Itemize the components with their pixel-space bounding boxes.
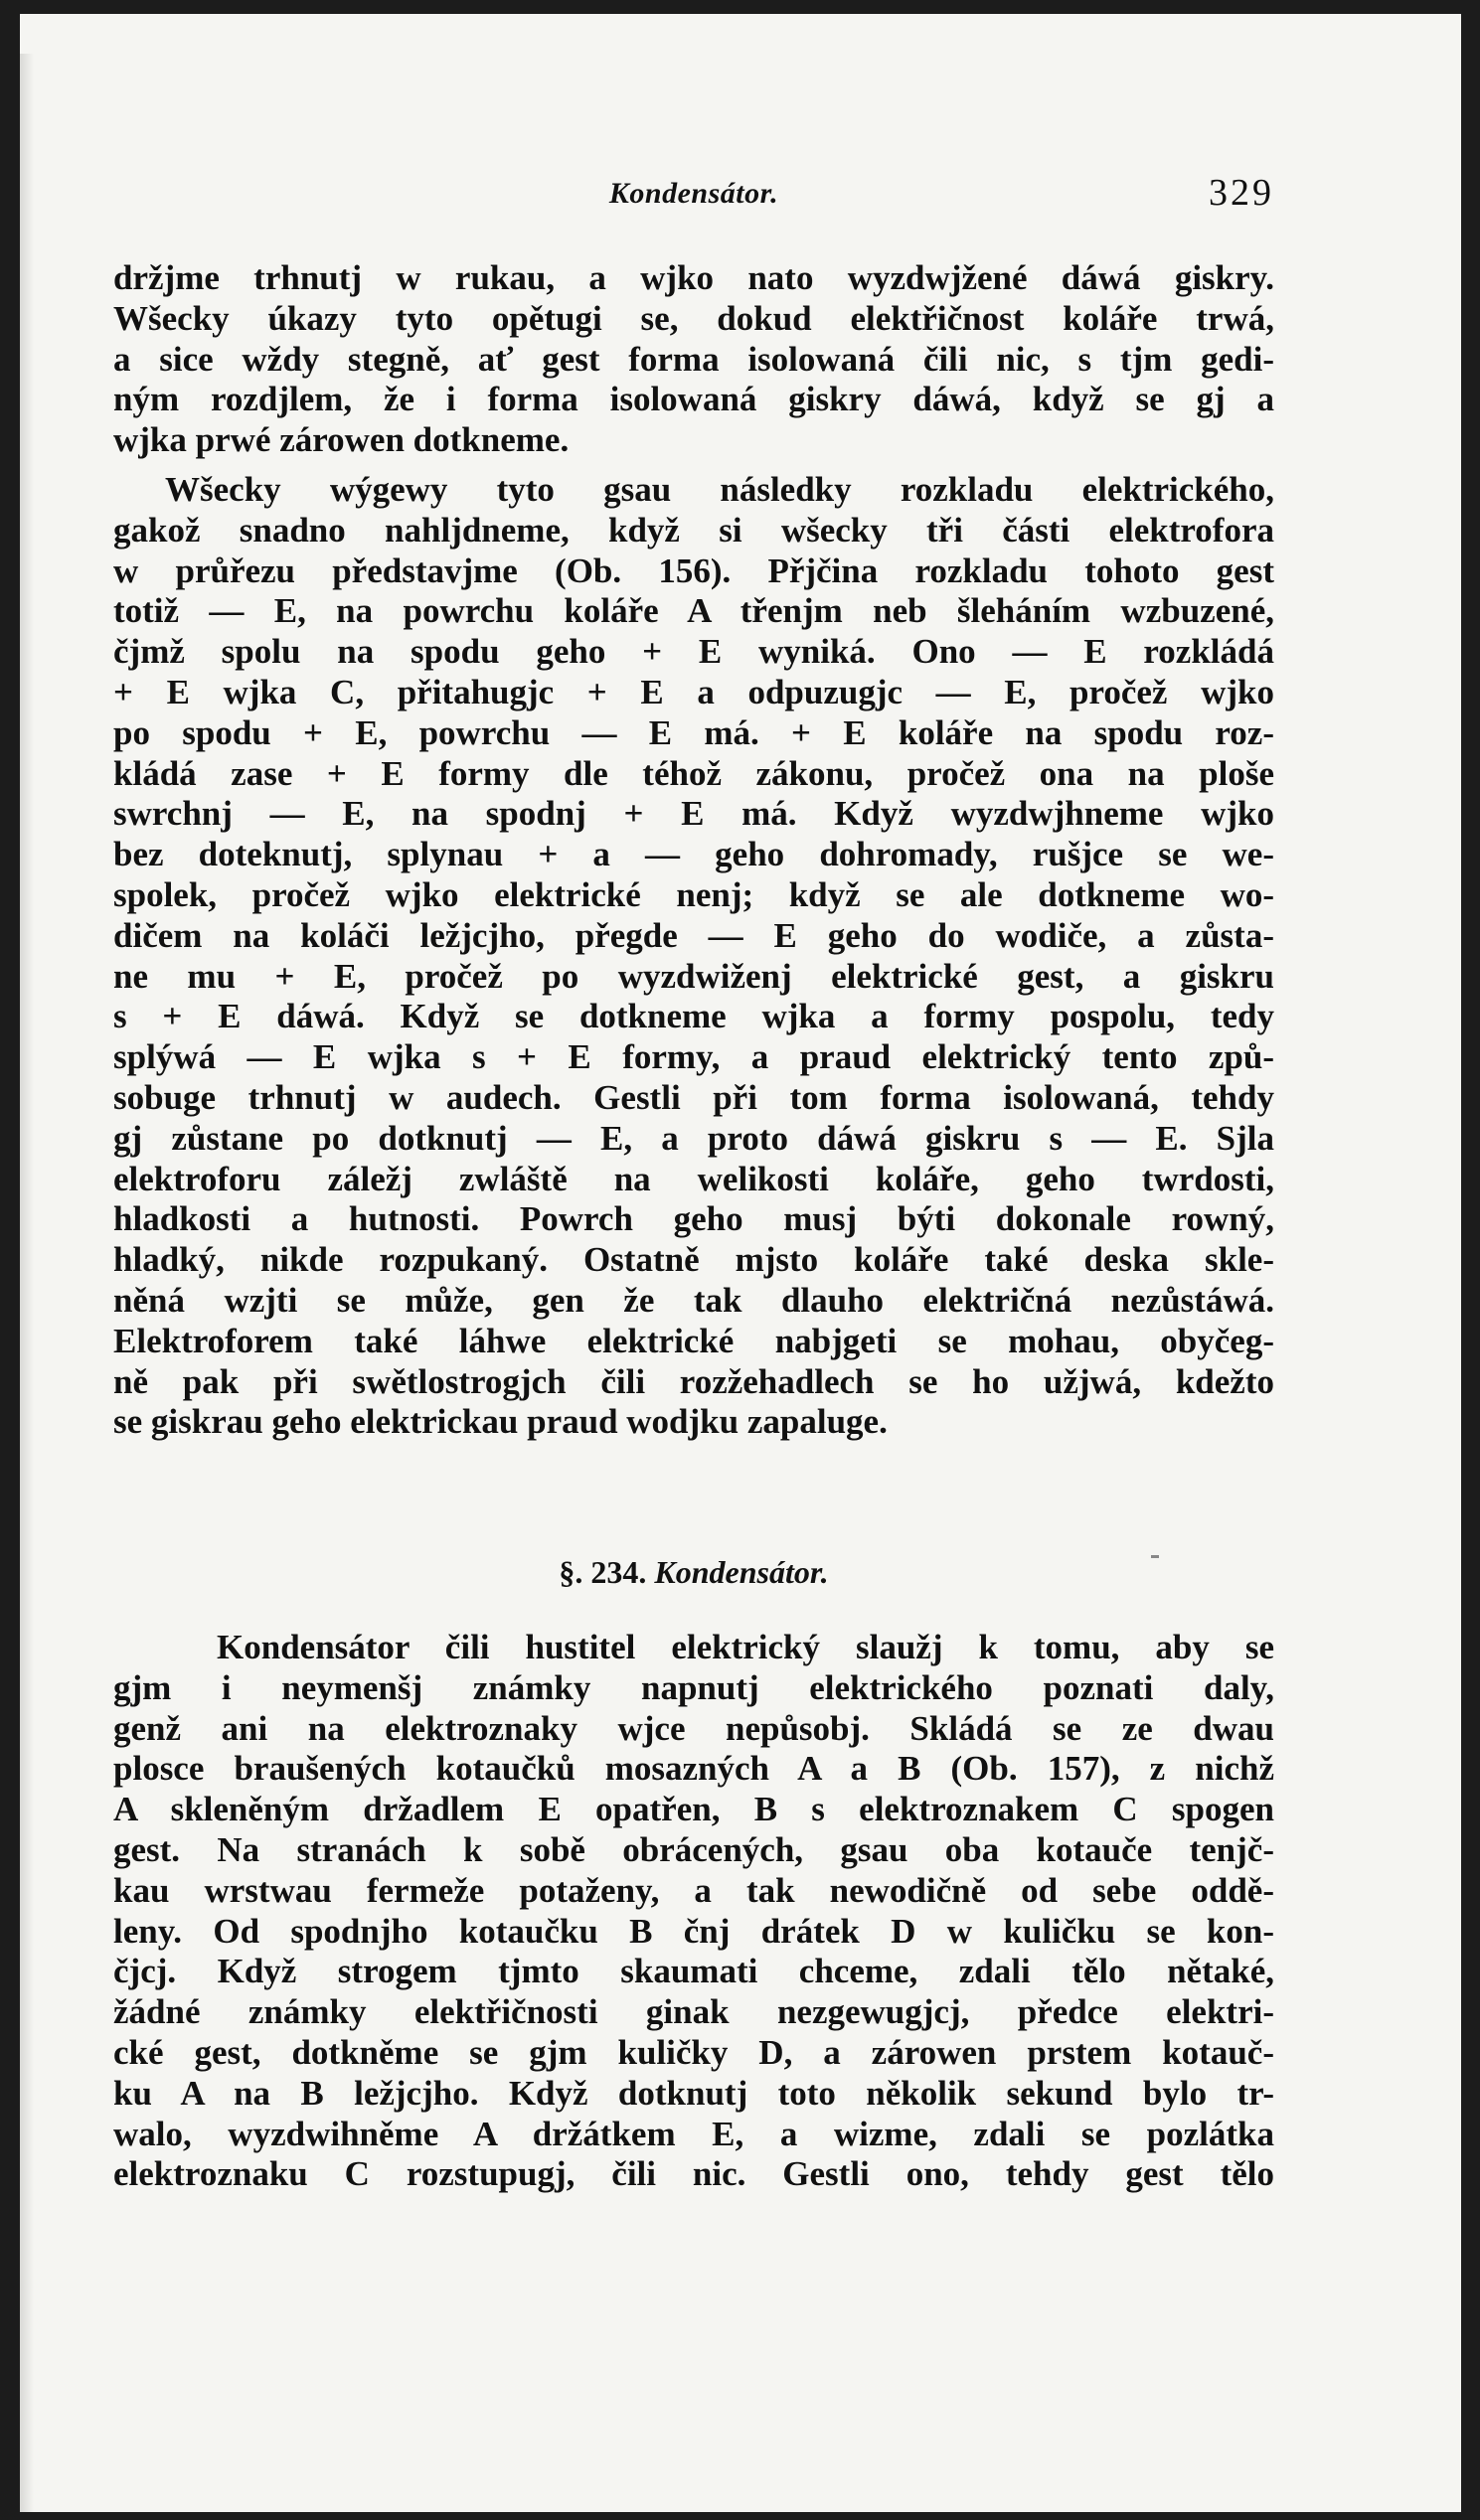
paragraph-1 [113, 258, 1274, 461]
text-line: A skleněným držadlem E opatřen, B s elektroznakem C spogen [113, 1790, 1274, 1829]
text-line: spolek, pročež wjko elektrické nenj; když se ale dotkneme wo- [113, 874, 1274, 914]
text-line: žádné známky elektřičnosti ginak nezgewugjcj, předce elektri- [113, 1992, 1274, 2032]
section-heading [113, 1554, 1274, 1591]
text-line: cké gest, dotkněme se gjm kuličky D, a zárowen prstem kotauč- [113, 2032, 1274, 2072]
text-line: kládá zase + E formy dle téhož zákonu, pročež ona na ploše [113, 753, 1274, 793]
text-line: + E wjka C, přitahugjc + E a odpuzugjc — E, pročež wjko [113, 672, 1274, 711]
page-edge [20, 54, 34, 2512]
text-line: gest. Na stranách k sobě obrácených, gsau oba kotauče tenjč- [113, 1829, 1274, 1869]
text-line: w průřezu představjme (Ob. 156). Přjčina rozkladu tohoto gest [113, 551, 1274, 590]
text-line: ne mu + E, pročež po wyzdwiženj elektrické gest, a giskru [113, 956, 1274, 996]
paragraph-2 [113, 470, 1274, 1443]
text-line: gakož snadno nahljdneme, když si wšecky tři části elektrofora [113, 510, 1274, 550]
text-line: elektroforu záležj zwláště na welikosti koláře, geho twrdosti, [113, 1159, 1274, 1198]
text-line: držjme trhnutj w rukau, a wjko nato wyzdwjžené dáwá giskry. [113, 258, 1274, 297]
section-number: §. 234. [559, 1554, 647, 1590]
page-number: 329 [1209, 172, 1274, 214]
text-line: hladkosti a hutnosti. Powrch geho musj býti dokonale rowný, [113, 1199, 1274, 1239]
text-line: genž ani na elektroznaky wjce nepůsobj. Skládá se ze dwau [113, 1708, 1274, 1748]
running-title: Kondensátor. [608, 177, 779, 210]
print-mark [1151, 1555, 1159, 1558]
text-line: dičem na koláči ležjcjho, přegde — E geho do wodiče, a zůsta- [113, 915, 1274, 955]
text-line: elektroznaku C rozstupugj, čili nic. Gestli ono, tehdy gest tělo [113, 2154, 1274, 2194]
text-line: wjka prwé zárowen dotkneme. [113, 420, 570, 460]
section-title: Kondensátor. [654, 1554, 829, 1590]
text-line: ně pak při swětlostrogjch čili rozžehadlech se ho užjwá, kdežto [113, 1361, 1274, 1401]
text-line: leny. Od spodnjho kotaučku B čnj drátek D w kuličku se kon- [113, 1911, 1274, 1951]
text-line: Wšecky úkazy tyto opětugi se, dokud elektřičnost koláře trwá, [113, 298, 1274, 338]
text-line: swrchnj — E, na spodnj + E má. Když wyzdwjhneme wjko [113, 794, 1274, 834]
text-line: čjcj. Když strogem tjmto skaumati chceme, zdali tělo nětaké, [113, 1952, 1274, 1991]
text-line: ným rozdjlem, že i forma isolowaná giskry dáwá, když se gj a [113, 380, 1274, 419]
running-header [113, 171, 1274, 221]
text-line: po spodu + E, powrchu — E má. + E koláře na spodu roz- [113, 712, 1274, 752]
text-line: a sice wždy stegně, ať gest forma isolowaná čili nic, s tjm gedi- [113, 339, 1274, 379]
text-line: hladký, nikde rozpukaný. Ostatně mjsto koláře také deska skle- [113, 1240, 1274, 1280]
text-line: bez doteknutj, splynau + a — geho dohromady, rušjce se we- [113, 835, 1274, 874]
text-line: totiž — E, na powrchu koláře A třenjm neb šleháním wzbuzené, [113, 591, 1274, 631]
text-line: se giskrau geho elektrickau praud wodjku zapaluge. [113, 1402, 888, 1442]
text-line: Wšecky wýgewy tyto gsau následky rozkladu elektrického, [165, 470, 1274, 509]
text-line: sobuge trhnutj w audech. Gestli při tom forma isolowaná, tehdy [113, 1077, 1274, 1117]
text-line: s + E dáwá. Když se dotkneme wjka a formy pospolu, tedy [113, 997, 1274, 1036]
text-line: kau wrstwau fermeže potaženy, a tak newodičně od sebe oddě- [113, 1870, 1274, 1910]
text-line: Kondensátor čili hustitel elektrický slaužj k tomu, aby se [217, 1628, 1274, 1666]
text-line: gjm i neymenšj známky napnutj elektrického poznati daly, [113, 1667, 1274, 1707]
text-line: walo, wyzdwihněme A držátkem E, a wizme, zdali se pozlátka [113, 2114, 1274, 2153]
text-line: gj zůstane po dotknutj — E, a proto dáwá giskru s — E. Sjla [113, 1118, 1274, 1158]
text-line: něná wzjti se může, gen že tak dlauho električná nezůstáwá. [113, 1280, 1274, 1320]
text-line: splýwá — E wjka s + E formy, a praud elektrický tento způ- [113, 1037, 1274, 1077]
text-line: ku A na B ležjcjho. Když dotknutj toto několik sekund bylo tr- [113, 2073, 1274, 2113]
text-line: plosce braušených kotaučků mosazných A a B (Ob. 157), z nichž [113, 1749, 1274, 1789]
text-line: čjmž spolu na spodu geho + E wyniká. Ono — E rozkládá [113, 632, 1274, 672]
paragraph-3 [113, 1628, 1274, 2195]
text-line: Elektroforem také láhwe elektrické nabjgeti se mohau, obyčeg- [113, 1321, 1274, 1360]
